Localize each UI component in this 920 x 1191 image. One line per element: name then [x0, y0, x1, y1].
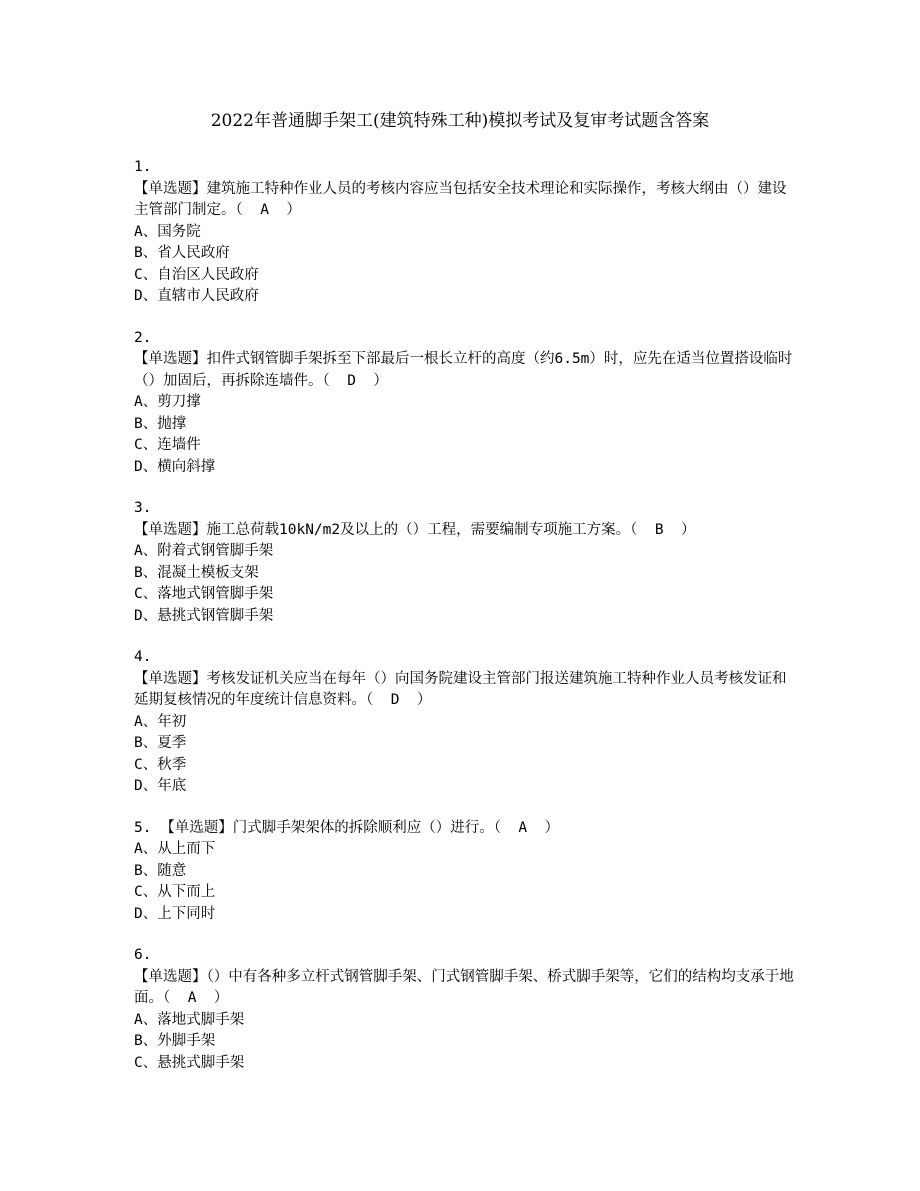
question-line: [134, 818, 794, 840]
option-c: C、连墙件: [134, 437, 201, 453]
question-item: [134, 498, 794, 627]
option-a: A、附着式钢管脚手架: [134, 543, 274, 559]
question-list: [134, 157, 794, 1094]
option-c: C、从下而上: [134, 884, 216, 900]
option-d: D、直辖市人民政府: [134, 288, 259, 304]
option-b: B、随意: [134, 862, 187, 879]
question-text: 【单选题】建筑施工特种作业人员的考核内容应当包括安全技术理论和实际操作，考核大纲由（）建设主管部门制定。（ A ）: [134, 180, 787, 218]
option-a: A、从上而下: [134, 841, 216, 857]
question-item: [134, 647, 794, 798]
option-a: A、国务院: [134, 223, 201, 240]
question-item: [134, 818, 794, 926]
question-text: 【单选题】扣件式钢管脚手架拆至下部最后一根长立杆的高度（约6.5m）时，应先在适当位置搭设临时（）加固后，再拆除连墙件。（ D ）: [134, 351, 793, 389]
question-number: 3.: [134, 500, 152, 516]
question-number: 6.: [134, 947, 152, 963]
question-text: 【单选题】考核发证机关应当在每年（）向国务院建设主管部门报送建筑施工特种作业人员考核发证和延期复核情况的年度统计信息资料。（ D ）: [134, 670, 787, 708]
option-b: B、省人民政府: [134, 245, 230, 261]
question-item: [134, 157, 794, 308]
option-b: B、抛撑: [134, 415, 187, 432]
option-c: C、秋季: [134, 756, 187, 773]
question-number: 2.: [134, 329, 152, 346]
option-d: D、悬挑式钢管脚手架: [134, 607, 274, 624]
document-title: 2022年普通脚手架工(建筑特殊工种)模拟考试及复审考试题含答案: [210, 111, 710, 131]
option-d: D、上下同时: [134, 905, 216, 922]
option-d: D、横向斜撑: [134, 458, 216, 475]
option-a: A、年初: [134, 713, 187, 730]
option-b: B、外脚手架: [134, 1033, 216, 1049]
option-c: C、自治区人民政府: [134, 266, 259, 283]
question-number: 4.: [134, 649, 152, 665]
option-c: C、悬挑式脚手架: [134, 1054, 245, 1071]
option-a: A、剪刀撑: [134, 394, 201, 410]
question-text: 【单选题】（）中有各种多立杆式钢管脚手架、门式钢管脚手架、桥式脚手架等，它们的结构均支承于地面。（ A ）: [134, 968, 794, 1006]
question-number: 1.: [134, 159, 152, 175]
question-number: 5.: [134, 819, 152, 836]
question-item: [134, 945, 794, 1074]
option-d: D、年底: [134, 778, 187, 794]
option-b: B、夏季: [134, 735, 187, 751]
option-a: A、落地式脚手架: [134, 1011, 245, 1028]
question-text: 【单选题】施工总荷载10kN/m2及以上的（）工程，需要编制专项施工方案。（ B ）: [134, 521, 696, 538]
question-item: [134, 328, 794, 479]
option-c: C、落地式钢管脚手架: [134, 586, 274, 602]
option-b: B、混凝土模板支架: [134, 564, 259, 581]
question-text: 【单选题】门式脚手架架体的拆除顺利应（）进行。（ A ）: [160, 819, 560, 836]
